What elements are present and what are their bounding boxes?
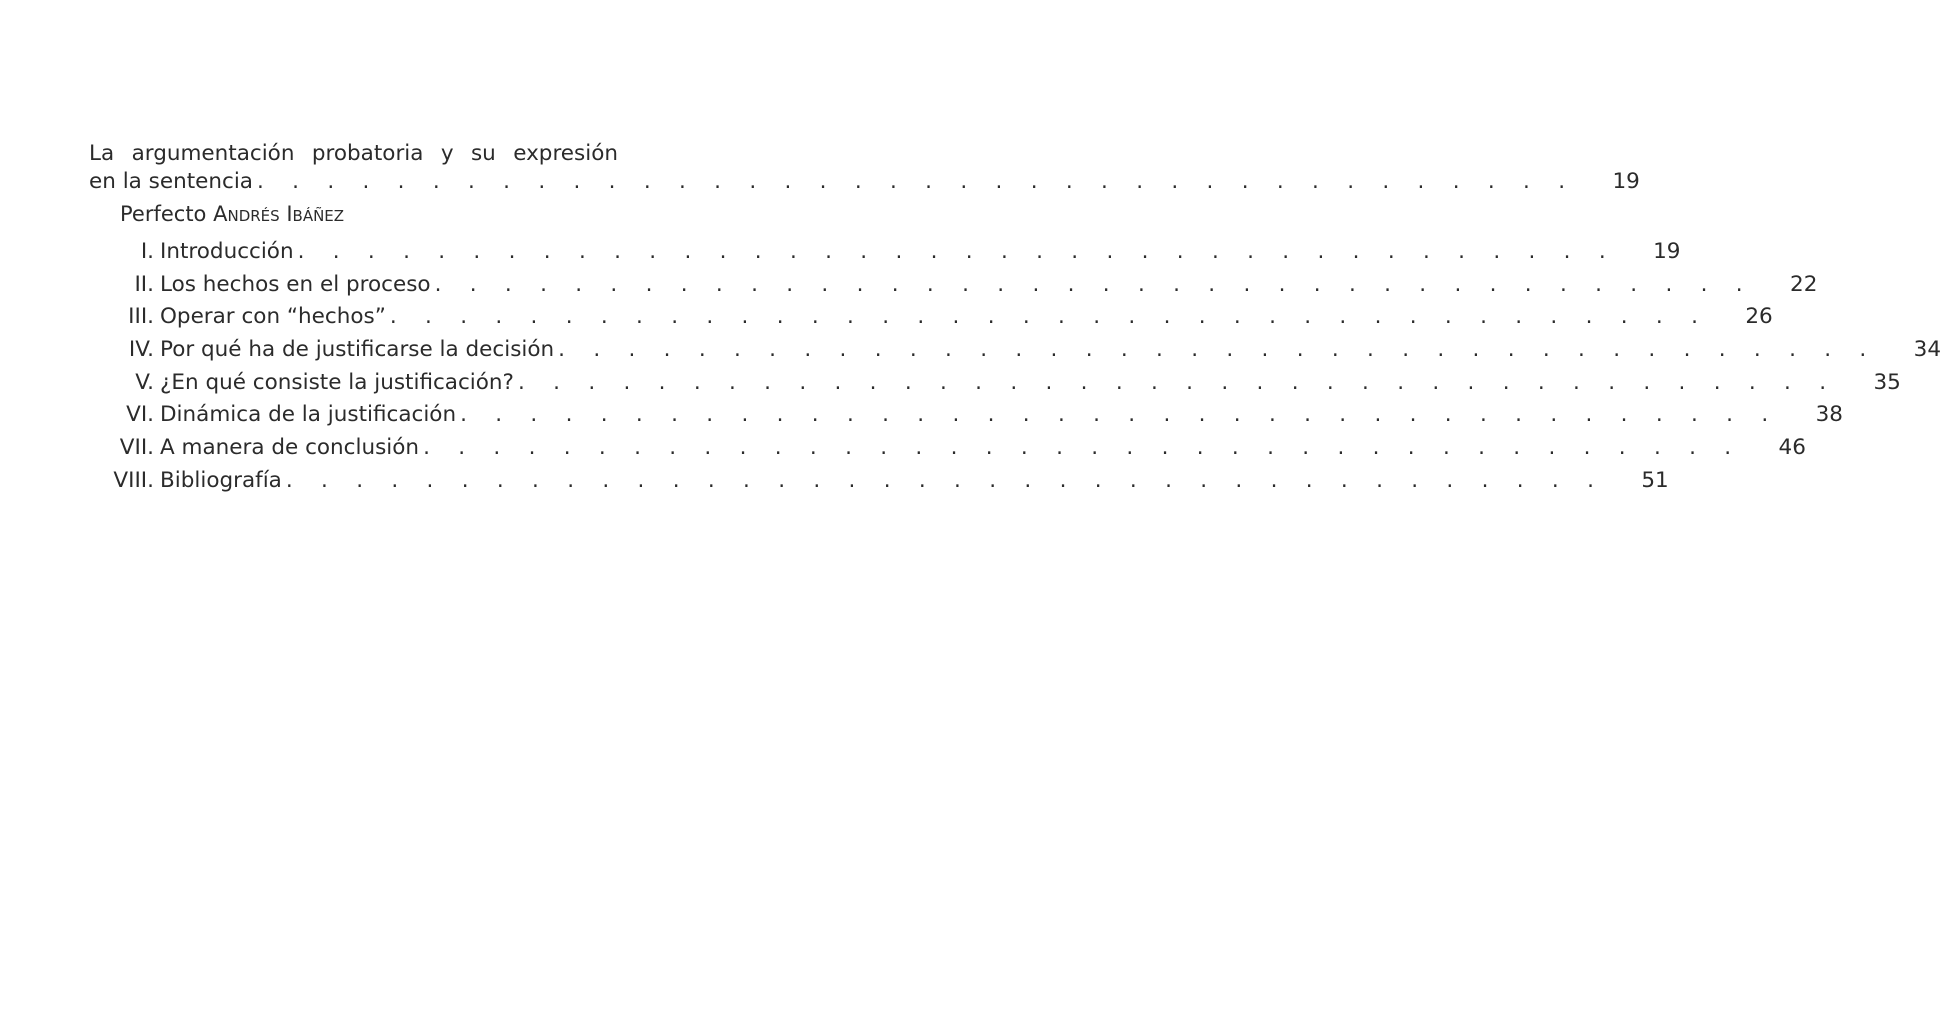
section-numeral: VI. xyxy=(126,402,154,428)
section-numeral: V. xyxy=(135,369,154,395)
section-label: Por qué ha de justificarse la decisión xyxy=(160,337,555,363)
chapter-author xyxy=(120,200,681,228)
section-numeral: IV. xyxy=(128,337,154,363)
section-numeral: III. xyxy=(128,304,154,330)
section-page-number: 38 xyxy=(1815,402,1843,428)
section-page-number: 22 xyxy=(1790,271,1818,297)
section-page-number: 51 xyxy=(1641,467,1669,493)
section-numeral: I. xyxy=(140,239,154,264)
section-label: ¿En qué consiste la justificación? xyxy=(160,369,514,395)
section-label: A manera de conclusión xyxy=(160,435,420,461)
section-numeral: VII. xyxy=(119,435,154,461)
toc-entry xyxy=(89,465,1669,498)
toc-entry xyxy=(89,432,1806,465)
toc-entry xyxy=(89,399,1843,432)
dot-leader: . . . . . . . . . . . . . . . . . . . . . . . . . . . . . . . . . . . . . . xyxy=(423,435,1742,461)
section-page-number: 19 xyxy=(1653,239,1681,264)
table-of-contents xyxy=(89,140,1941,498)
toc-entry xyxy=(89,367,1901,400)
section-list xyxy=(89,236,1941,498)
toc-entry xyxy=(89,301,1773,334)
toc-entry xyxy=(89,269,1818,302)
dot-leader: . . . . . . . . . . . . . . . . . . . . . . . . . . . . . . . . . . . . . . xyxy=(256,169,1576,194)
section-label: Operar con “hechos” xyxy=(160,304,386,330)
section-label: Bibliografía xyxy=(160,467,282,493)
chapter-title-line-1 xyxy=(89,140,681,168)
dot-leader: . . . . . . . . . . . . . . . . . . . . . . . . . . . . . . . . . . . . . . xyxy=(517,369,1837,395)
dot-leader: . . . . . . . . . . . . . . . . . . . . . . . . . . . . . . . . . . . . . . xyxy=(558,337,1877,363)
dot-leader: . . . . . . . . . . . . . . . . . . . . . . . . . . . . . . . . . . . . . . xyxy=(389,304,1709,330)
author-last-name: Andrés Ibáñez xyxy=(213,202,345,226)
section-label: Dinámica de la justificación xyxy=(160,402,457,428)
section-page-number: 26 xyxy=(1745,304,1773,330)
chapter-title-first-line: La argumentación probatoria y su expresión xyxy=(89,141,618,166)
toc-entry xyxy=(89,334,1941,367)
section-label: Introducción xyxy=(160,239,294,264)
section-page-number: 46 xyxy=(1778,435,1806,461)
dot-leader: . . . . . . . . . . . . . . . . . . . . . . . . . . . . . . . . . . . . . . xyxy=(460,402,1779,428)
dot-leader: . . . . . . . . . . . . . . . . . . . . . . . . . . . . . . . . . . . . . . xyxy=(285,467,1605,493)
chapter-title-second-line: en la sentencia xyxy=(89,169,253,194)
section-label: Los hechos en el proceso xyxy=(160,271,431,297)
section-page-number: 34 xyxy=(1913,337,1941,363)
toc-entry xyxy=(89,236,1681,269)
dot-leader: . . . . . . . . . . . . . . . . . . . . . . . . . . . . . . . . . . . . . . xyxy=(297,239,1617,264)
chapter-entry xyxy=(89,140,1640,228)
section-page-number: 35 xyxy=(1873,369,1901,395)
section-numeral: VIII. xyxy=(113,467,154,493)
author-first-name: Perfecto xyxy=(120,202,207,226)
chapter-title-line-2 xyxy=(89,168,1640,196)
dot-leader: . . . . . . . . . . . . . . . . . . . . . . . . . . . . . . . . . . . . . . xyxy=(434,271,1754,297)
chapter-page-number: 19 xyxy=(1612,169,1640,194)
section-numeral: II. xyxy=(134,271,154,297)
